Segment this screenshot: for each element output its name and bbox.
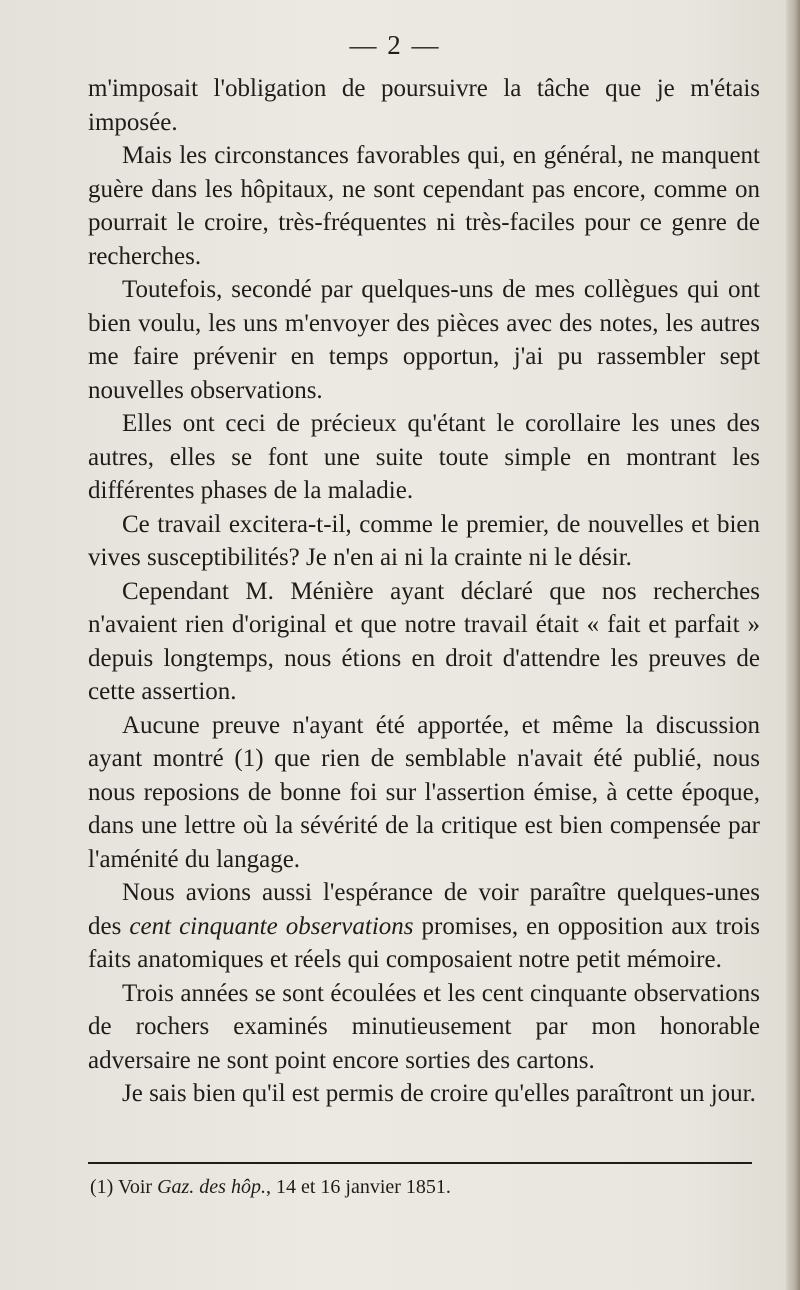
paragraph-8 [88, 876, 760, 977]
paragraph-8-italic: cent cinquante observations [129, 912, 414, 940]
page-edge [786, 0, 800, 1290]
footnote-citation: Gaz. des hôp. [157, 1176, 266, 1198]
paragraph-2: Mais les circonstances favorables qui, en général, ne manquent guère dans les hôpitaux, ne sont cependant pas encore, comme on pourrait le croire, très-fréquentes ni très-faciles pour ce genre de recherches. [88, 142, 760, 270]
footnote-text-end: , 14 et 16 janvier 1851. [265, 1176, 451, 1198]
footnote-marker: (1) [90, 1176, 114, 1198]
body-text [88, 72, 760, 1111]
paragraph-3: Toutefois, secondé par quelques-uns de mes collègues qui ont bien voulu, les uns m'envoyer des pièces avec des notes, les autres me faire prévenir en temps opportun, j'ai pu rassembler sept nouvelles observations. [88, 276, 760, 404]
footnote [90, 1176, 750, 1199]
paragraph-8-start: Nous avions aussi l'espérance de voir paraître quelques-unes des [88, 879, 760, 940]
paragraph-4: Elles ont ceci de précieux qu'étant le corollaire les unes des autres, elles se font une suite toute simple en montrant les différentes phases de la maladie. [88, 410, 760, 504]
paragraph-7: Aucune preuve n'ayant été apportée, et même la discussion ayant montré (1) que rien de semblable n'avait été publié, nous nous reposions de bonne foi sur l'assertion émise, à cette époque, dans une lettre où la sévérité de la critique est bien compensée par l'aménité du langage. [88, 711, 760, 873]
page-number: — 2 — [349, 30, 441, 60]
paragraph-10: Je sais bien qu'il est permis de croire qu'elles paraîtront un jour. [122, 1080, 756, 1107]
paragraph-5: Ce travail excitera-t-il, comme le premier, de nouvelles et bien vives susceptibilités? Je n'en ai ni la crainte ni le désir. [88, 510, 760, 571]
paragraph-9: Trois années se sont écoulées et les cent cinquante observations de rochers examinés minutieusement par mon honorable adversaire ne sont point encore sorties des cartons. [88, 979, 760, 1074]
footnote-divider [88, 1162, 752, 1164]
paragraph-1: m'imposait l'obligation de poursuivre la tâche que je m'étais imposée. [88, 75, 760, 136]
paragraph-6: Cependant M. Ménière ayant déclaré que nos recherches n'avaient rien d'original et que notre travail était « fait et parfait » depuis longtemps, nous étions en droit d'attendre les preuves de cette assertion. [88, 577, 760, 705]
footnote-text-start: Voir [113, 1176, 158, 1198]
paragraph-8-end: promises, en opposition aux trois faits anatomiques et réels qui composaient notre petit mémoire. [88, 912, 760, 973]
